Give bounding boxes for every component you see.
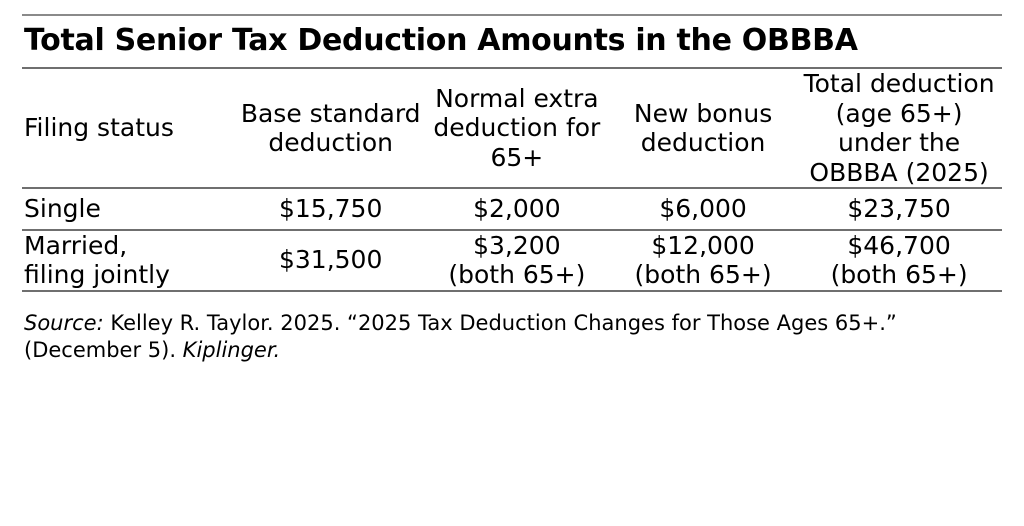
table-row: [22, 188, 1002, 230]
bonus-note: (both 65+): [634, 260, 772, 289]
page-title: Total Senior Tax Deduction Amounts in the OBBBA: [24, 23, 858, 58]
cell-filing-status: [22, 188, 238, 230]
cell-base-standard-deduction: [238, 188, 424, 230]
source-note: [22, 292, 1002, 365]
table-header-row: [22, 68, 1002, 188]
cell-filing-status: [22, 230, 238, 291]
cell-normal-extra-deduction: [424, 230, 610, 291]
cell-new-bonus-deduction: [610, 230, 796, 291]
extra-value: $2,000: [473, 194, 561, 223]
extra-value: $3,200: [473, 230, 561, 260]
column-header-total-deduction: Total deduction (age 65+) under the OBBBA (2025): [803, 69, 995, 187]
column-header-base-standard-deduction: Base standard deduction: [240, 98, 421, 157]
bonus-value: $12,000: [651, 230, 755, 260]
table-body: [22, 188, 1002, 291]
table-figure: [0, 14, 1024, 526]
cell-normal-extra-deduction: [424, 188, 610, 230]
source-publication: Kiplinger.: [182, 337, 281, 362]
filing-status-line1: Married,: [24, 230, 128, 260]
table-header: [22, 68, 1002, 188]
extra-note: (both 65+): [448, 260, 586, 289]
cell-total-deduction: [796, 230, 1002, 291]
cell-new-bonus-deduction: [610, 188, 796, 230]
column-header-filing-status: Filing status: [24, 113, 174, 143]
cell-base-standard-deduction: [238, 230, 424, 291]
source-label: Source:: [24, 310, 104, 335]
total-value: $23,750: [847, 194, 951, 223]
filing-status-line2: filing jointly: [24, 260, 170, 289]
base-value: $15,750: [278, 194, 383, 223]
column-header-normal-extra-deduction: Normal extra deduction for 65+: [433, 83, 601, 172]
base-value: $31,500: [278, 245, 383, 275]
source-text: Kelley R. Taylor. 2025. “2025 Tax Deduction Changes for Those Ages 65+.” (December 5).: [24, 310, 897, 362]
tax-deduction-table: [22, 67, 1002, 292]
total-value: $46,700: [847, 230, 951, 260]
table-row: [22, 230, 1002, 291]
bonus-value: $6,000: [659, 194, 747, 223]
filing-status-line1: Single: [24, 194, 101, 223]
column-header-new-bonus-deduction: New bonus deduction: [633, 98, 773, 157]
cell-total-deduction: [796, 188, 1002, 230]
total-note: (both 65+): [830, 260, 968, 289]
